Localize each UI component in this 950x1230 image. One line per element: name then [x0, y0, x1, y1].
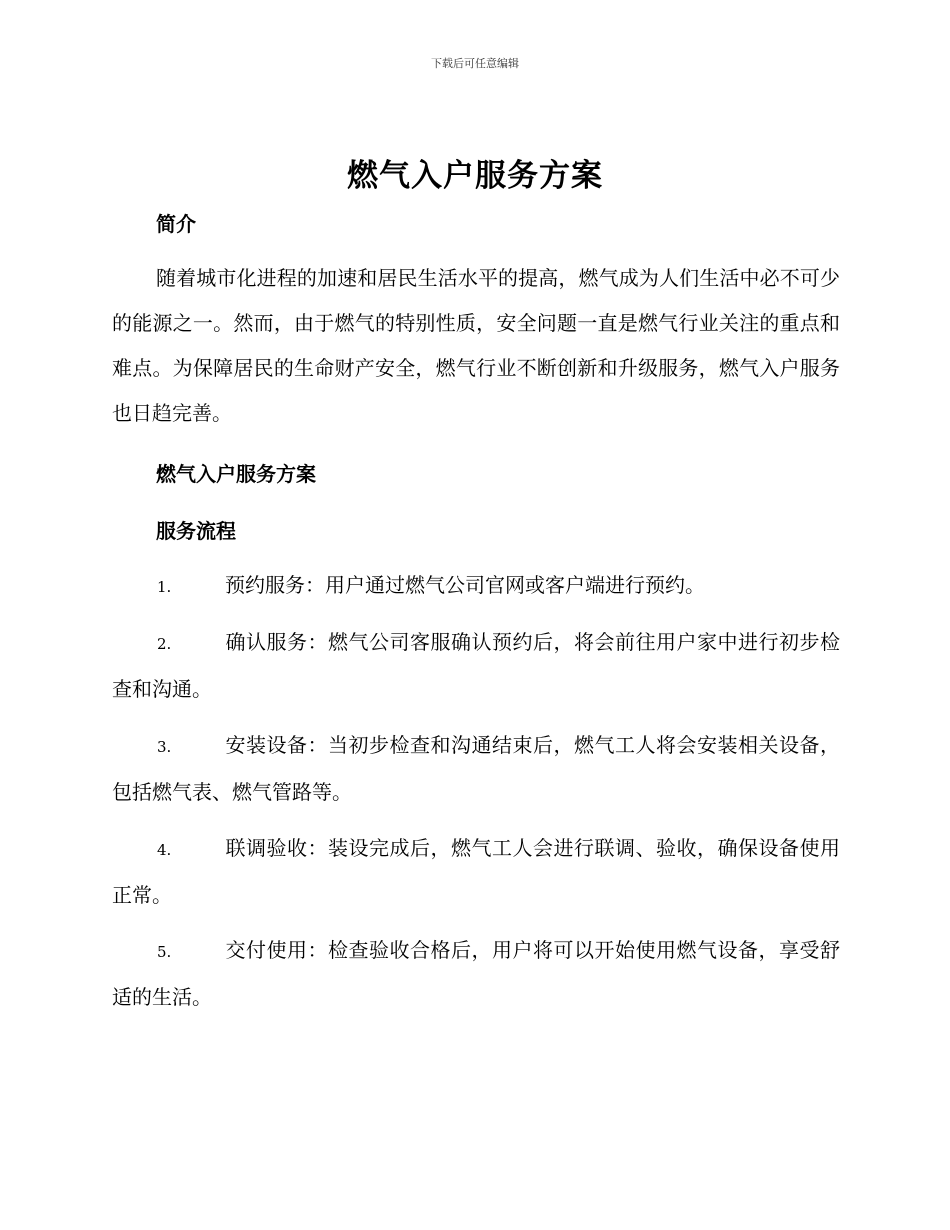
intro-heading: 简介	[156, 212, 196, 236]
list-item	[112, 620, 840, 712]
list-item-number: 4.	[157, 841, 172, 859]
list-item	[112, 826, 840, 918]
plan-heading: 燃气入户服务方案	[156, 462, 316, 486]
list-item-text: 确认服务：燃气公司客服确认预约后，将会前往用户家中进行初步检查和沟通。	[112, 630, 840, 701]
list-item	[112, 928, 840, 1020]
list-item	[112, 723, 840, 815]
intro-paragraph: 随着城市化进程的加速和居民生活水平的提高，燃气成为人们生活中必不可少的能源之一。然而，由于燃气的特别性质，安全问题一直是燃气行业关注的重点和难点。为保障居民的生命财产安全，燃气行业不断创新和升级服务，燃气入户服务也日趋完善。	[112, 266, 840, 425]
list-item	[112, 563, 840, 610]
list-item-text: 交付使用：检查验收合格后，用户将可以开始使用燃气设备，享受舒适的生活。	[112, 938, 840, 1009]
list-item-text: 预约服务：用户通过燃气公司官网或客户端进行预约。	[225, 573, 705, 597]
list-item-text: 安装设备：当初步检查和沟通结束后，燃气工人将会安装相关设备，包括燃气表、燃气管路等。	[112, 733, 840, 804]
list-item-number: 3.	[157, 738, 172, 756]
list-item-number: 5.	[157, 943, 172, 961]
list-item-number: 2.	[157, 635, 172, 653]
list-item-text: 联调验收：装设完成后，燃气工人会进行联调、验收，确保设备使用正常。	[112, 836, 840, 907]
process-heading: 服务流程	[156, 519, 236, 543]
page-title: 燃气入户服务方案	[347, 158, 603, 194]
header-note: 下载后可任意编辑	[431, 57, 519, 70]
list-item-number: 1.	[157, 578, 172, 596]
